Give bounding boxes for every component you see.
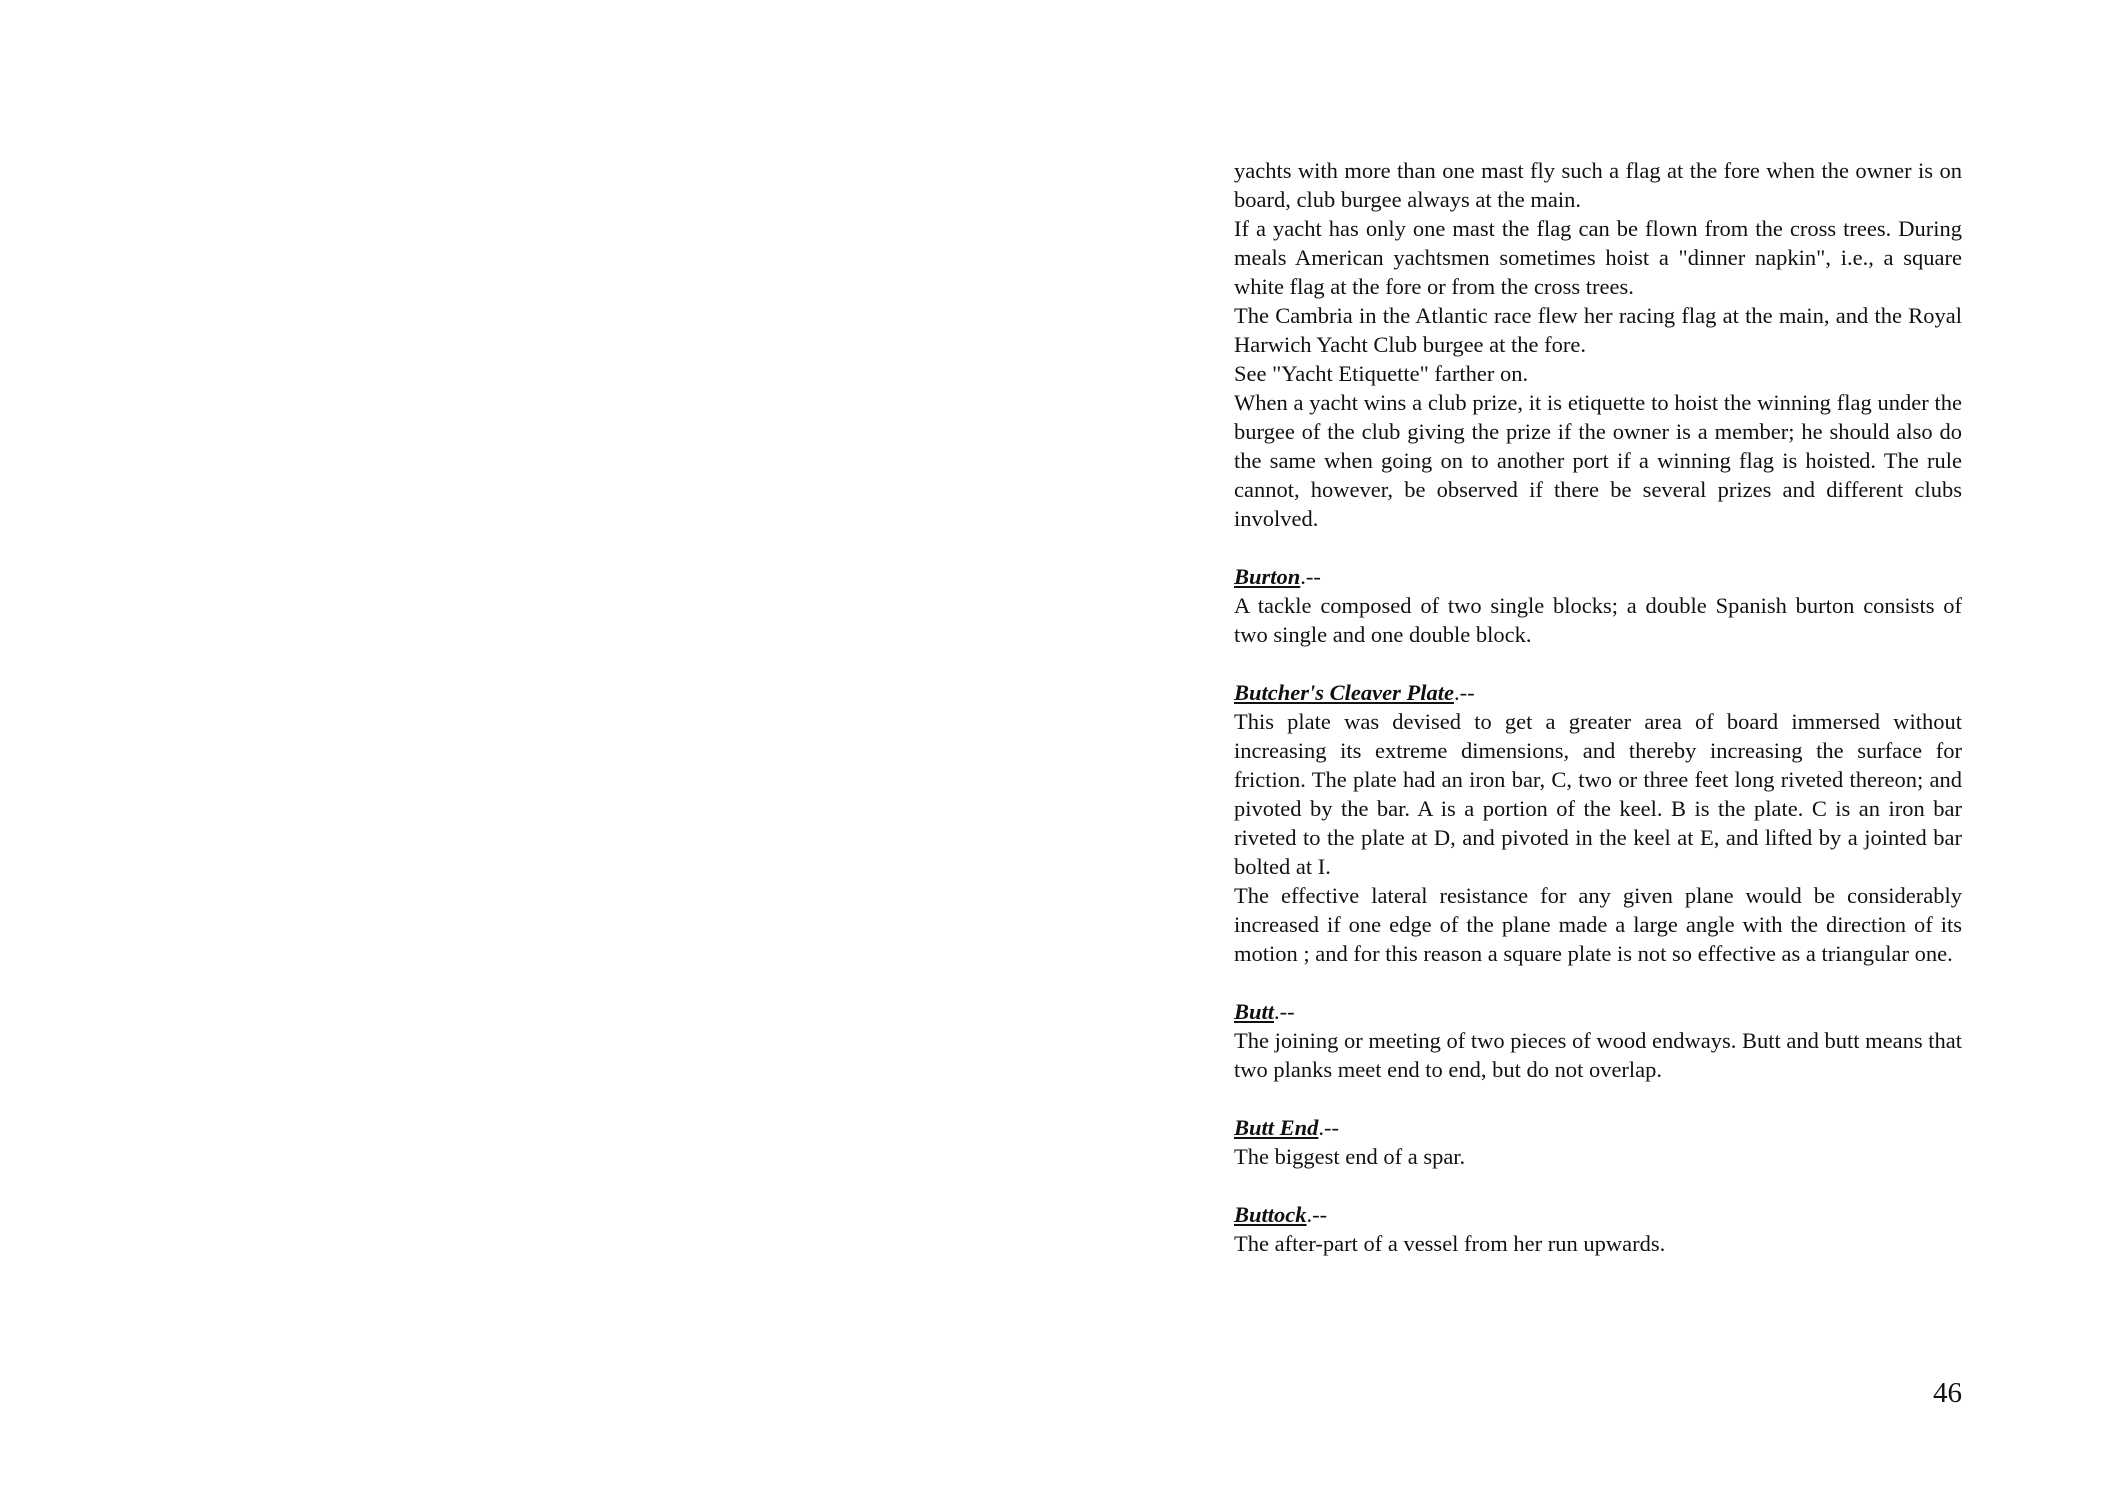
entry-definition: The effective lateral resistance for any given plane would be considerably increased if one edge of the plane made a large angle with the direction of its motion ; and for this reason a square plate is not so effective as a triangular one. <box>1234 883 1962 966</box>
entry-definition: The biggest end of a spar. <box>1234 1144 1466 1169</box>
glossary-entry-buttock <box>1234 1200 1962 1258</box>
entry-heading <box>1234 1113 1962 1142</box>
entry-suffix: .-- <box>1318 1115 1340 1140</box>
paragraph: If a yacht has only one mast the flag can be flown from the cross trees. During meals American yachtsmen sometimes hoist a "dinner napkin", i.e., a square white flag at the fore or from the cross trees. <box>1234 216 1962 299</box>
paragraph: When a yacht wins a club prize, it is etiquette to hoist the winning flag under the burgee of the club giving the prize if the owner is a member; he should also do the same when going on to another port if a winning flag is hoisted. The rule cannot, however, be observed if there be several prizes and different clubs involved. <box>1234 390 1962 531</box>
entry-heading <box>1234 678 1962 707</box>
entry-term: Butt <box>1234 999 1275 1024</box>
entry-term: Butt End <box>1234 1115 1319 1140</box>
entry-suffix: .-- <box>1274 999 1295 1024</box>
entry-definition: The joining or meeting of two pieces of wood endways. Butt and butt means that two planks meet end to end, but do not overlap. <box>1234 1028 1962 1082</box>
entry-suffix: .-- <box>1306 1202 1328 1227</box>
entry-definition: A tackle composed of two single blocks; a double Spanish burton consists of two single and one double block. <box>1234 593 1962 647</box>
glossary-entry-butt-end <box>1234 1113 1962 1171</box>
page-number: 46 <box>1933 1377 1962 1409</box>
intro-section <box>1234 156 1962 533</box>
entry-definition: This plate was devised to get a greater area of board immersed without increasing its extreme dimensions, and thereby increasing the surface for friction. The plate had an iron bar, C, two or three feet long riveted thereon; and pivoted by the bar. A is a portion of the keel. B is the plate. C is an iron bar riveted to the plate at D, and pivoted in the keel at E, and lifted by a jointed bar bolted at I. <box>1234 709 1962 879</box>
paragraph: See "Yacht Etiquette" farther on. <box>1234 361 1529 386</box>
entry-heading <box>1234 562 1962 591</box>
entry-heading <box>1234 1200 1962 1229</box>
glossary-entry-butt <box>1234 997 1962 1084</box>
entry-definition: The after-part of a vessel from her run upwards. <box>1234 1231 1666 1256</box>
paragraph: The Cambria in the Atlantic race flew her racing flag at the main, and the Royal Harwich Yacht Club burgee at the fore. <box>1234 303 1962 357</box>
entry-heading <box>1234 997 1962 1026</box>
glossary-entry-butchers-cleaver-plate <box>1234 678 1962 968</box>
glossary-entry-burton <box>1234 562 1962 649</box>
paragraph: yachts with more than one mast fly such a flag at the fore when the owner is on board, club burgee always at the main. <box>1234 158 1962 212</box>
text-column <box>1234 156 1962 1258</box>
entry-suffix: .-- <box>1453 680 1475 705</box>
entry-term: Burton <box>1234 564 1301 589</box>
entry-term: Buttock <box>1234 1202 1307 1227</box>
entry-suffix: .-- <box>1300 564 1321 589</box>
entry-term: Butcher's Cleaver Plate <box>1234 680 1454 705</box>
